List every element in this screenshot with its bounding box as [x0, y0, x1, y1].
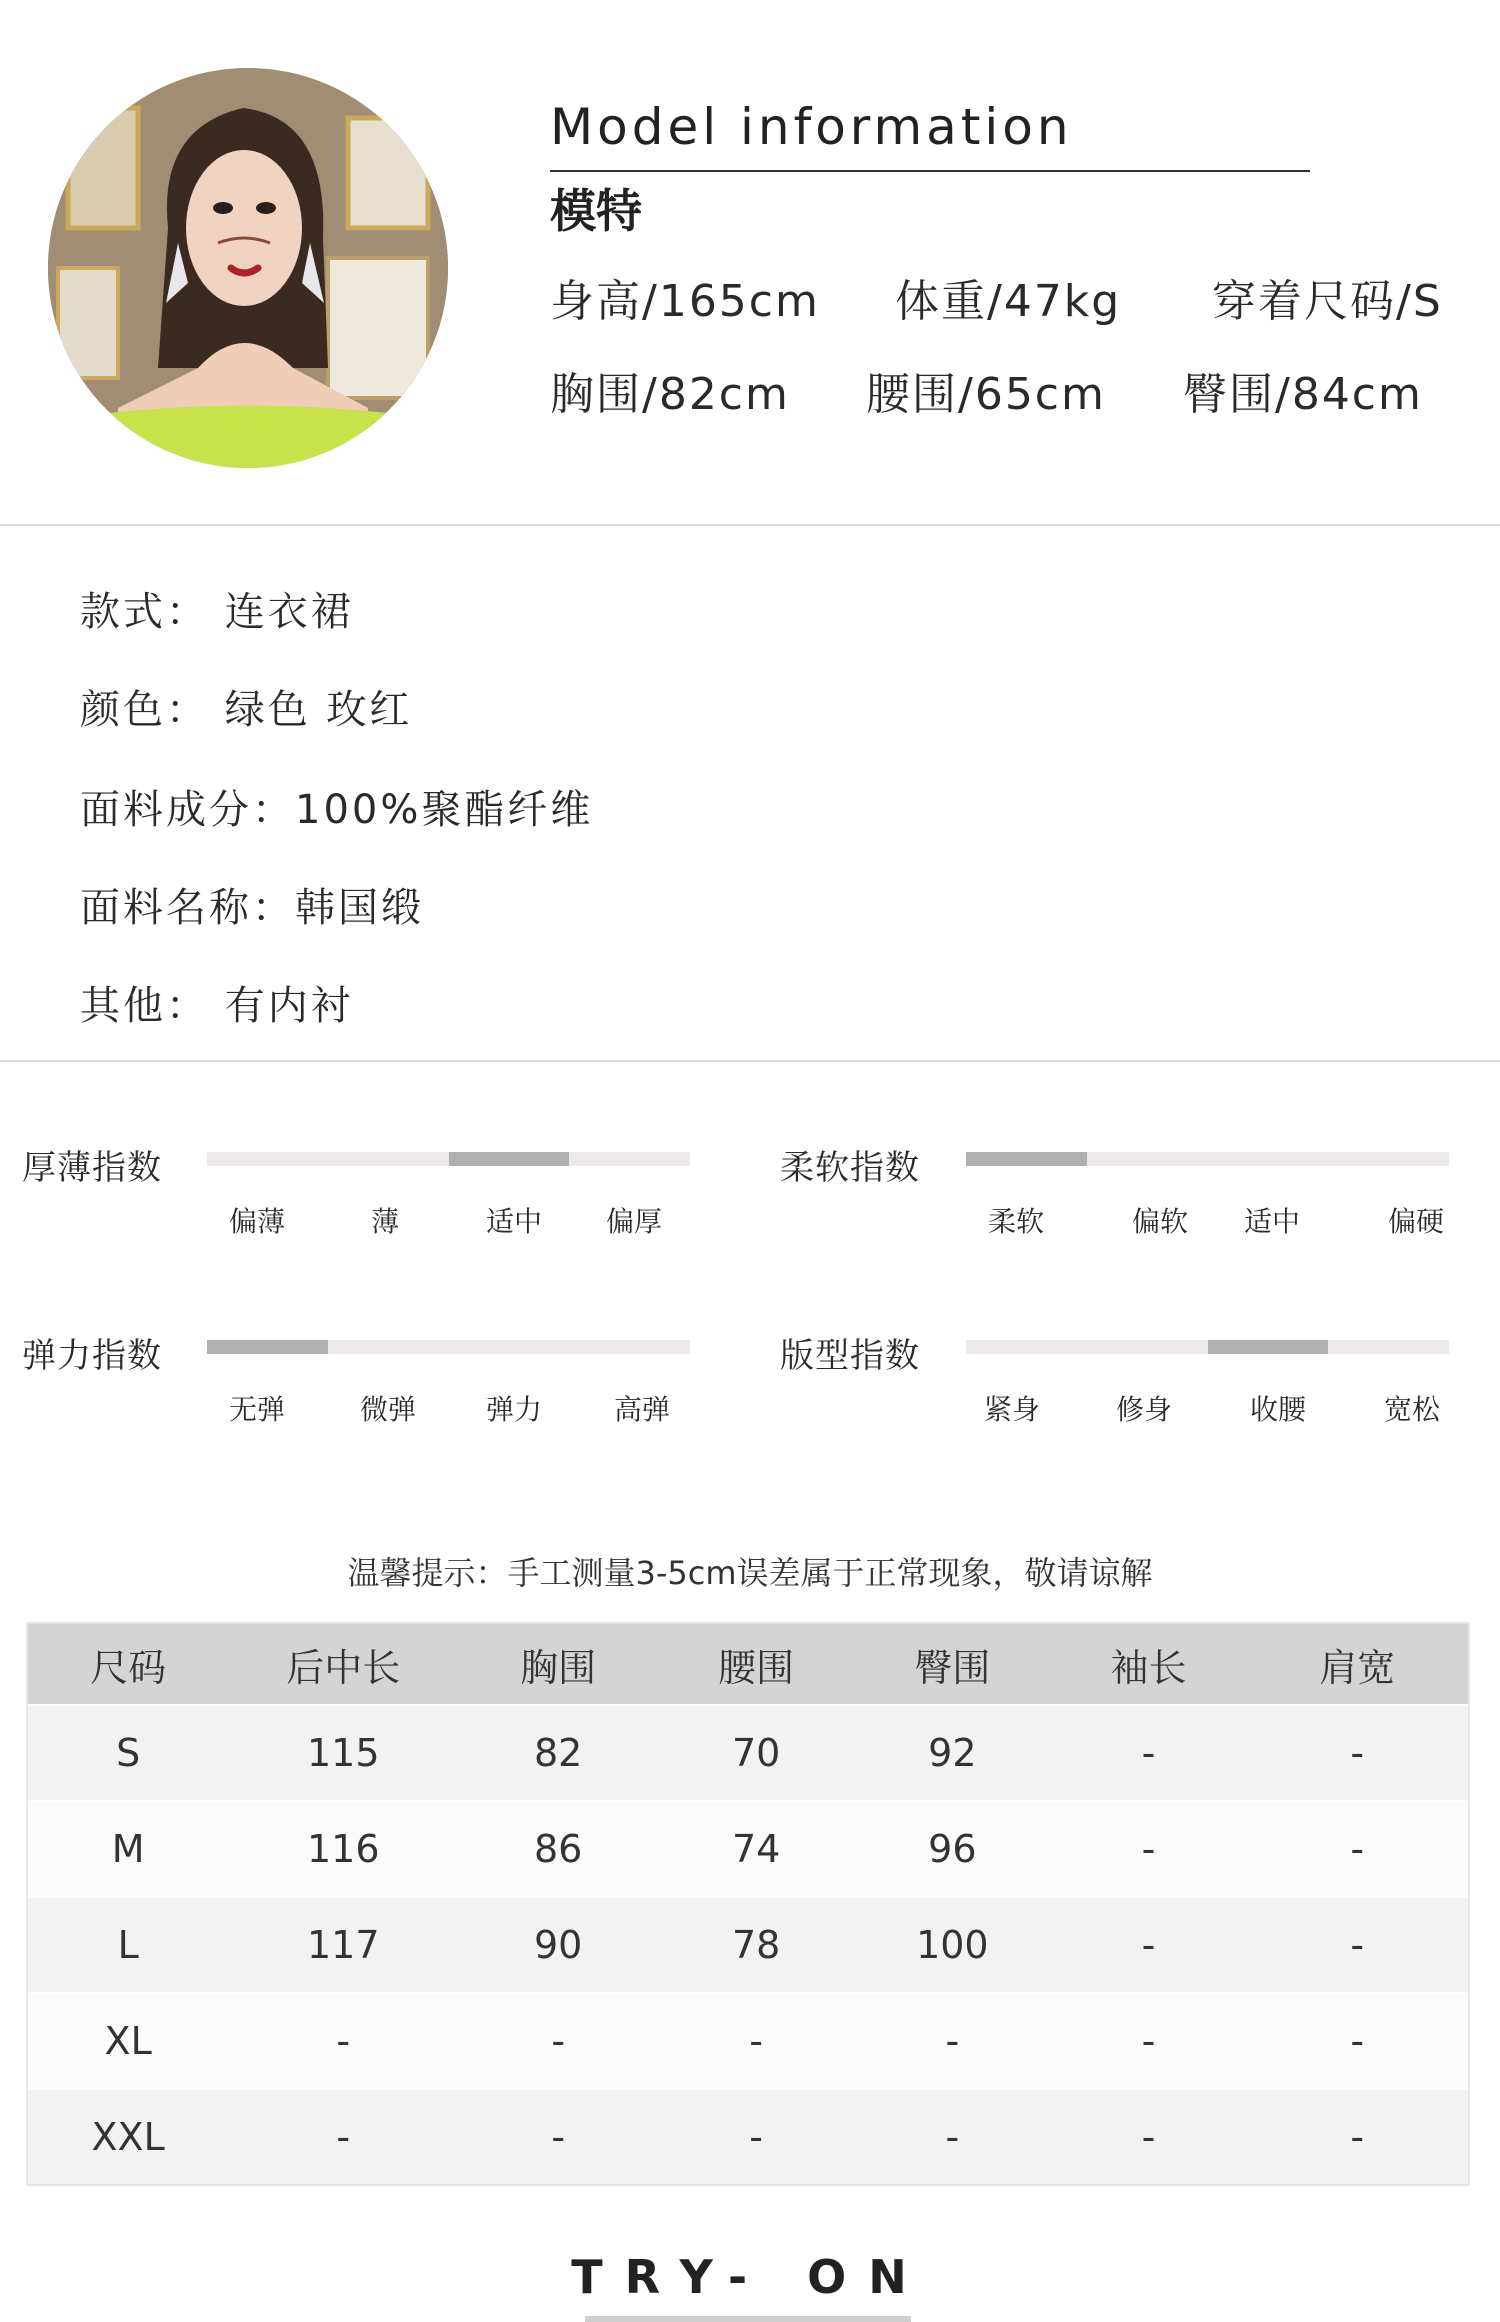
index-option: 修身 [1115, 1393, 1172, 1426]
stat-bust: 胸围/82cm [550, 369, 790, 420]
table-cell: 90 [458, 1897, 658, 1993]
table-cell: - [658, 1993, 854, 2089]
size-table-header-row [28, 1624, 1468, 1705]
table-cell: - [854, 1993, 1050, 2089]
model-info-subtitle: 模特 [550, 184, 642, 238]
table-cell: XL [28, 1993, 228, 2089]
index-option: 宽松 [1383, 1393, 1440, 1426]
table-row [28, 1897, 1468, 1993]
table-cell: S [28, 1705, 228, 1801]
table-cell: - [228, 2089, 458, 2184]
index-track-elasticity [207, 1340, 690, 1354]
index-label-elasticity: 弹力指数 [22, 1336, 162, 1376]
index-track-fit [966, 1340, 1449, 1354]
index-option: 无弹 [228, 1393, 285, 1426]
table-cell: 82 [458, 1705, 658, 1801]
try-on-underline [585, 2316, 911, 2322]
table-cell: - [1246, 2089, 1468, 2184]
table-cell: - [1246, 1993, 1468, 2089]
index-fill [207, 1340, 328, 1354]
index-label-fit: 版型指数 [780, 1336, 920, 1376]
index-option: 适中 [485, 1205, 542, 1238]
table-cell: - [228, 1993, 458, 2089]
index-option: 弹力 [485, 1393, 542, 1426]
index-option: 紧身 [983, 1393, 1040, 1426]
index-option: 偏薄 [228, 1205, 285, 1238]
index-option: 微弹 [359, 1393, 416, 1426]
table-cell: L [28, 1897, 228, 1993]
table-cell: - [1051, 1897, 1247, 1993]
table-cell: - [1246, 1705, 1468, 1801]
attr-fabric-name: 面料名称：韩国缎 [80, 885, 424, 931]
size-table [28, 1624, 1468, 2184]
table-cell: 115 [228, 1705, 458, 1801]
try-on-heading: TRY- ON [571, 2250, 929, 2304]
table-cell: 78 [658, 1897, 854, 1993]
stat-hip: 臀围/84cm [1183, 369, 1423, 420]
stat-size: 穿着尺码/S [1212, 276, 1443, 327]
attr-color: 颜色： 绿色 玫红 [80, 687, 413, 733]
table-cell: - [458, 2089, 658, 2184]
size-table-header: 肩宽 [1246, 1624, 1468, 1705]
title-underline [550, 170, 1310, 172]
table-cell: - [1051, 1801, 1247, 1897]
table-cell: 116 [228, 1801, 458, 1897]
table-row [28, 1705, 1468, 1801]
stat-height: 身高/165cm [550, 276, 820, 327]
table-cell: 100 [854, 1897, 1050, 1993]
size-table-header: 尺码 [28, 1624, 228, 1705]
model-avatar [48, 68, 448, 468]
model-info-title: Model information [550, 98, 1073, 156]
index-option: 柔软 [987, 1205, 1044, 1238]
index-label-softness: 柔软指数 [780, 1148, 920, 1188]
table-cell: - [1246, 1897, 1468, 1993]
index-option: 偏软 [1131, 1205, 1188, 1238]
index-track-softness [966, 1152, 1449, 1166]
size-table-header: 袖长 [1051, 1624, 1247, 1705]
index-fill [1208, 1340, 1329, 1354]
table-cell: - [854, 2089, 1050, 2184]
index-option: 收腰 [1249, 1393, 1306, 1426]
table-cell: 92 [854, 1705, 1050, 1801]
measurement-tip: 温馨提示：手工测量3-5cm误差属于正常现象，敬请谅解 [347, 1554, 1153, 1592]
table-cell: M [28, 1801, 228, 1897]
stat-waist: 腰围/65cm [866, 369, 1106, 420]
stat-weight: 体重/47kg [895, 276, 1122, 327]
table-row [28, 1993, 1468, 2089]
table-row [28, 1801, 1468, 1897]
table-cell: - [1051, 2089, 1247, 2184]
table-cell: 74 [658, 1801, 854, 1897]
index-fill [966, 1152, 1087, 1166]
divider [0, 524, 1500, 526]
index-option: 偏硬 [1387, 1205, 1444, 1238]
table-cell: 96 [854, 1801, 1050, 1897]
index-option: 适中 [1243, 1205, 1300, 1238]
attr-other: 其他： 有内衬 [80, 983, 354, 1029]
table-cell: - [458, 1993, 658, 2089]
attr-fabric-composition: 面料成分：100%聚酯纤维 [80, 787, 594, 833]
index-track-thickness [207, 1152, 690, 1166]
divider [0, 1060, 1500, 1062]
table-cell: - [1051, 1993, 1247, 2089]
table-cell: - [1246, 1801, 1468, 1897]
attr-style: 款式： 连衣裙 [80, 589, 354, 635]
table-cell: - [1051, 1705, 1247, 1801]
size-table-header: 腰围 [658, 1624, 854, 1705]
model-photo [48, 68, 448, 468]
index-label-thickness: 厚薄指数 [22, 1148, 162, 1188]
size-table-header: 臀围 [854, 1624, 1050, 1705]
table-cell: XXL [28, 2089, 228, 2184]
index-option: 高弹 [613, 1393, 670, 1426]
size-table-header: 胸围 [458, 1624, 658, 1705]
table-row [28, 2089, 1468, 2184]
table-cell: - [658, 2089, 854, 2184]
table-cell: 70 [658, 1705, 854, 1801]
index-fill [449, 1152, 570, 1166]
table-cell: 117 [228, 1897, 458, 1993]
index-option: 薄 [370, 1205, 399, 1238]
table-cell: 86 [458, 1801, 658, 1897]
index-option: 偏厚 [605, 1205, 662, 1238]
size-table-header: 后中长 [228, 1624, 458, 1705]
